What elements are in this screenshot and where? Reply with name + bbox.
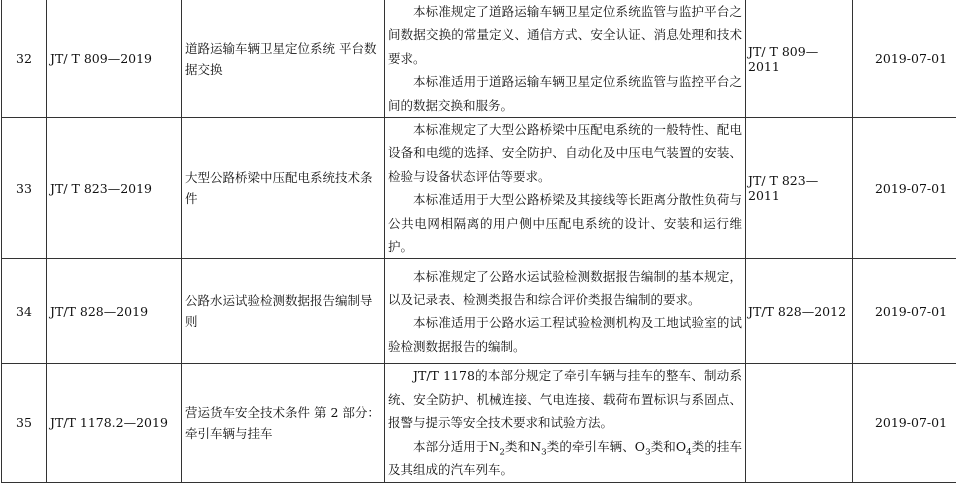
standard-code: JT/T 1178.2—2019 [47,364,182,482]
standards-table [1,0,956,483]
description-paragraph [388,435,742,482]
standard-code: JT/ T 809—2019 [47,0,182,118]
desc-text: 本部分适用于N [413,439,499,454]
replaced-standard: JT/ T 809—2011 [746,0,853,118]
description-paragraph: 本标准适用于公路水运工程试验检测机构及工地试验室的试验检测数据报告的编制。 [388,311,742,358]
table-row [2,118,956,259]
standard-name: 公路水运试验检测数据报告编制导则 [182,259,385,364]
desc-text: 类的牵引车辆、O [547,439,645,454]
description-paragraph: 本标准规定了大型公路桥梁中压配电系统的一般特性、配电设备和电缆的选择、安全防护、自动化及中压电气装置的安装、检验与设备状态评估等要求。 [388,118,742,188]
table-row [2,0,956,118]
standard-description [385,259,746,364]
replaced-standard: JT/T 828—2012 [746,259,853,364]
description-paragraph: 本标准规定了道路运输车辆卫星定位系统监管与监护平台之间数据交换的常量定义、通信方式、安全认证、消息处理和技术要求。 [388,0,742,70]
replaced-standard [746,364,853,482]
subscript: 3 [541,447,547,457]
effective-date: 2019-07-01 [853,364,956,482]
description-paragraph: 本标准适用于大型公路桥梁及其接线等长距离分散性负荷与公共电网相隔离的用户侧中压配电系统的设计、安装和运行维护。 [388,188,742,258]
effective-date: 2019-07-01 [853,0,956,118]
desc-text: 类和O [651,439,686,454]
standard-code: JT/ T 823—2019 [47,118,182,259]
standard-description [385,118,746,259]
standard-name: 道路运输车辆卫星定位系统 平台数据交换 [182,0,385,118]
subscript: 4 [686,447,692,457]
effective-date: 2019-07-01 [853,259,956,364]
table-row [2,259,956,364]
description-paragraph: JT/T 1178的本部分规定了牵引车辆与挂车的整车、制动系统、安全防护、机械连接、气电连接、载荷布置标识与系固点、报警与提示等安全技术要求和试验方法。 [388,364,742,434]
effective-date: 2019-07-01 [853,118,956,259]
row-number: 33 [2,118,47,259]
description-paragraph: 本标准适用于道路运输车辆卫星定位系统监管与监控平台之间的数据交换和服务。 [388,70,742,117]
standard-description [385,0,746,118]
row-number: 35 [2,364,47,482]
description-paragraph: 本标准规定了公路水运试验检测数据报告编制的基本规定，以及记录表、检测类报告和综合评价类报告编制的要求。 [388,265,742,312]
table-row [2,364,956,482]
subscript: 3 [645,447,651,457]
row-number: 34 [2,259,47,364]
desc-text: 类的挂车及其组成的汽车列车。 [388,439,742,477]
subscript: 2 [499,447,505,457]
desc-text: 类和N [505,439,541,454]
standard-code: JT/T 828—2019 [47,259,182,364]
standard-description [385,364,746,482]
row-number: 32 [2,0,47,118]
standard-name: 营运货车安全技术条件 第 2 部分：牵引车辆与挂车 [182,364,385,482]
replaced-standard: JT/ T 823—2011 [746,118,853,259]
standard-name: 大型公路桥梁中压配电系统技术条件 [182,118,385,259]
